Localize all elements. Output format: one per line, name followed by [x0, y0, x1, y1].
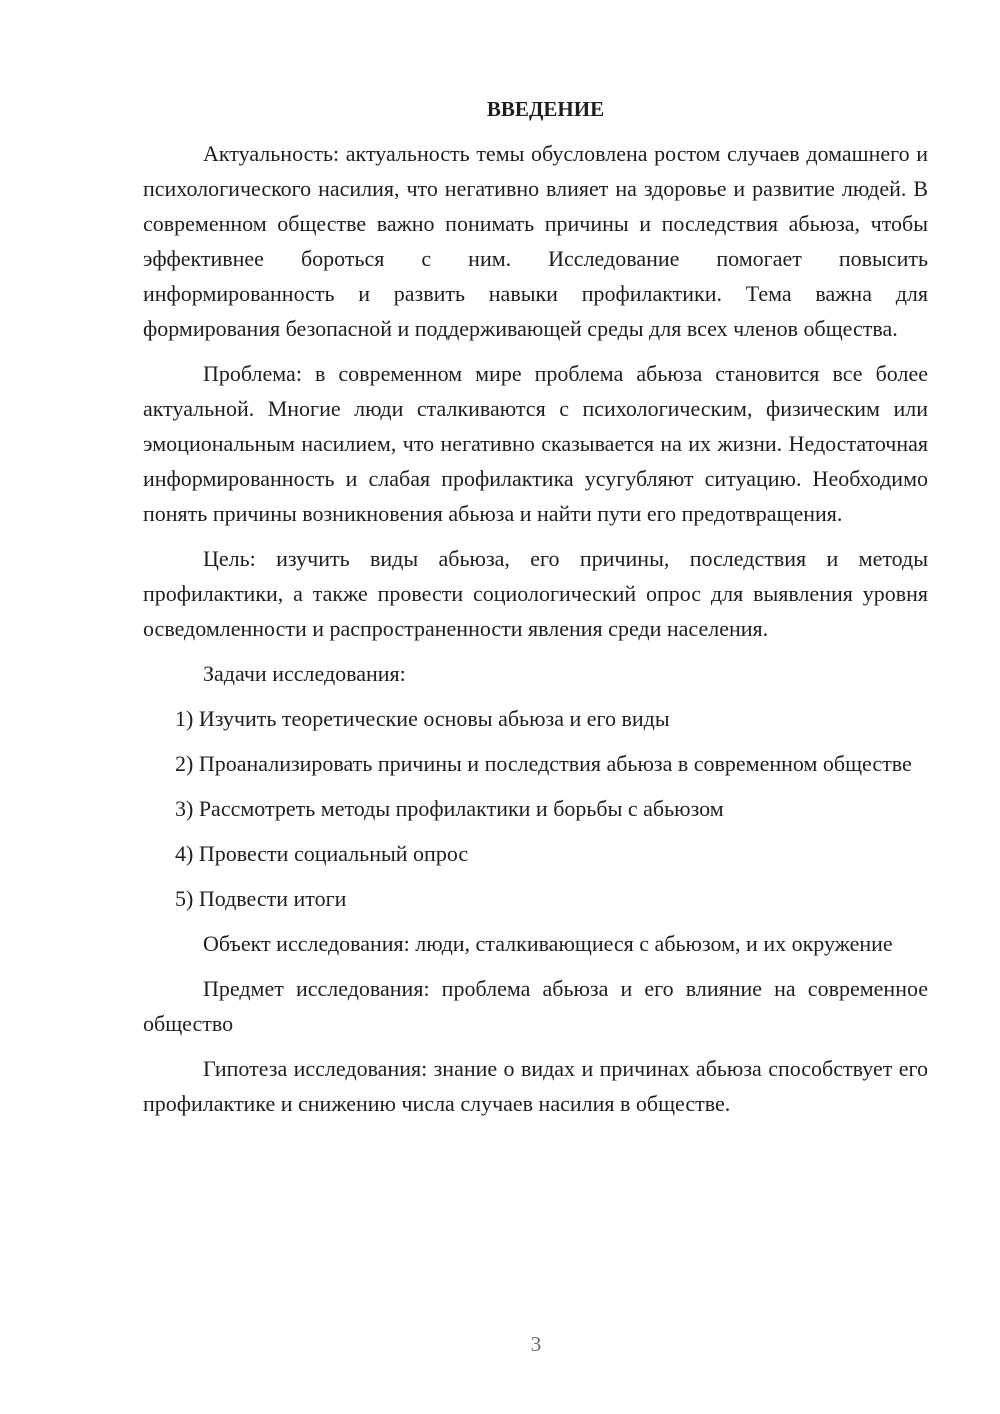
- task-item-4: 4) Провести социальный опрос: [175, 841, 469, 866]
- paragraph-goal: Цель: изучить виды абьюза, его причины, последствия и методы профилактики, а также провести социологический опрос для выявления уровня осведомленности и распространенности явления среди населения.: [143, 546, 928, 641]
- tasks-heading: Задачи исследования:: [203, 661, 406, 686]
- task-item-2: 2) Проанализировать причины и последствия абьюза в современном обществе: [175, 751, 912, 776]
- task-item-3: 3) Рассмотреть методы профилактики и борьбы с абьюзом: [175, 796, 724, 821]
- paragraph-problem: Проблема: в современном мире проблема абьюза становится все более актуальной. Многие люди сталкиваются с психологическим, физическим или эмоциональным насилием, что негативно сказывается на их жизни. Недостаточная информированность и слабая профилактика усугубляют ситуацию. Необходимо понять причины возникновения абьюза и найти пути его предотвращения.: [143, 361, 928, 526]
- task-item-1: 1) Изучить теоретические основы абьюза и его виды: [175, 706, 670, 731]
- page-number: 3: [530, 1332, 542, 1356]
- document-page: [143, 92, 928, 1131]
- paragraph-subject: Предмет исследования: проблема абьюза и его влияние на современное общество: [143, 976, 928, 1036]
- task-item-5: 5) Подвести итоги: [175, 886, 347, 911]
- section-title: ВВЕДЕНИЕ: [486, 97, 605, 121]
- paragraph-relevance: Актуальность: актуальность темы обусловлена ростом случаев домашнего и психологического насилия, что негативно влияет на здоровье и развитие людей. В современном обществе важно понимать причины и последствия абьюза, чтобы эффективнее бороться с ним. Исследование помогает повысить информированность и развить навыки профилактики. Тема важна для формирования безопасной и поддерживающей среды для всех членов общества.: [143, 141, 928, 341]
- paragraph-object: Объект исследования: люди, сталкивающиеся с абьюзом, и их окружение: [203, 931, 893, 956]
- paragraph-hypothesis: Гипотеза исследования: знание о видах и причинах абьюза способствует его профилактике и снижению числа случаев насилия в обществе.: [143, 1056, 928, 1116]
